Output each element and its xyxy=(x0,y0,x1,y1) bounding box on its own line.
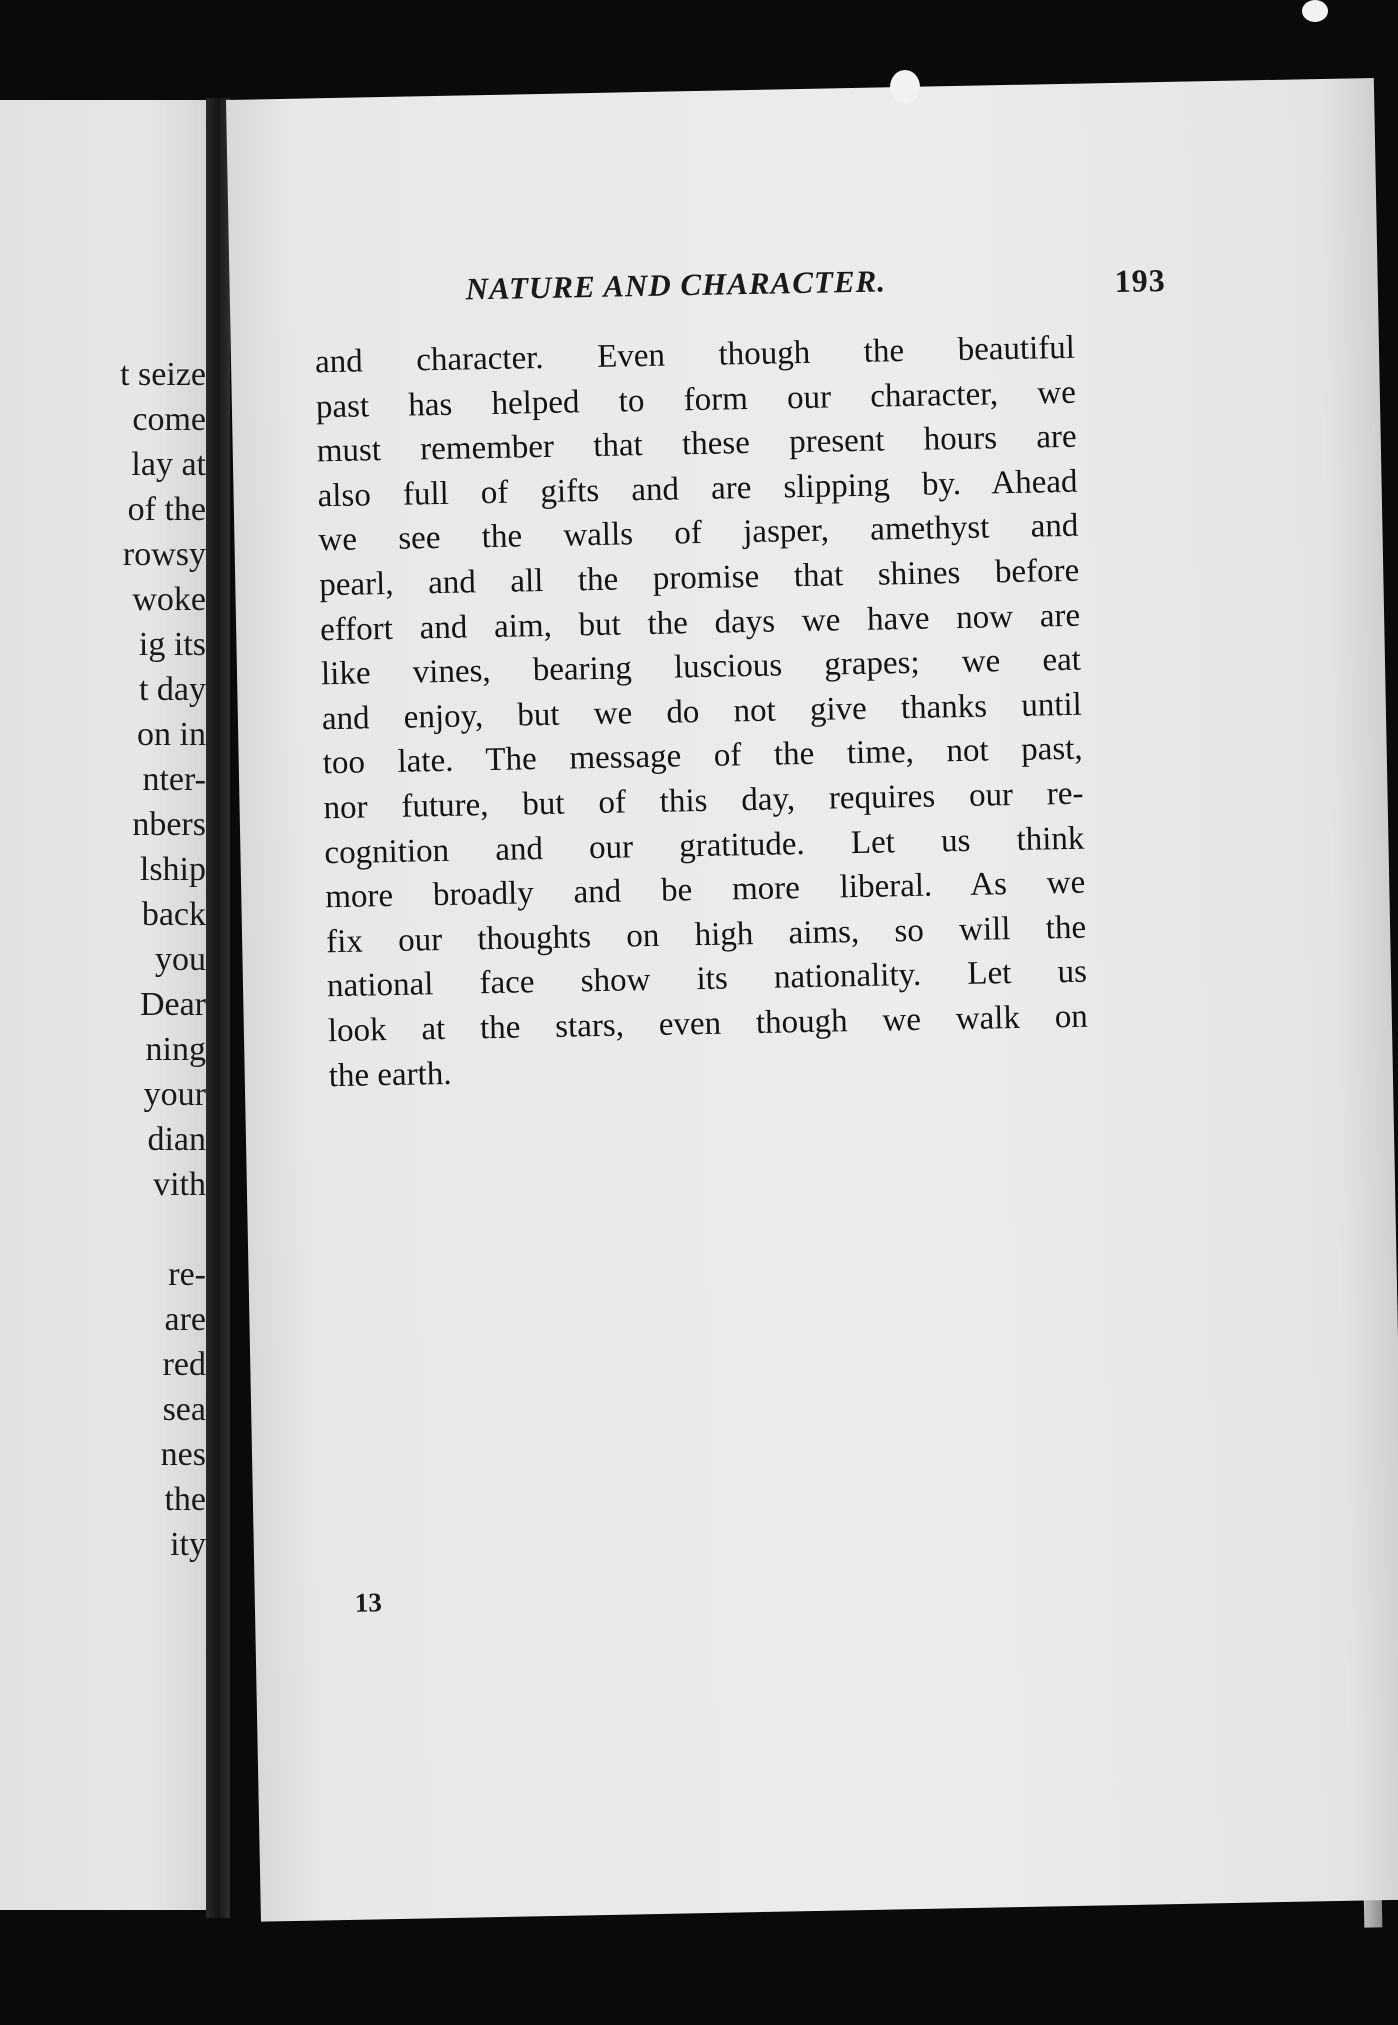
left-page-line xyxy=(6,1207,206,1252)
left-page-line: ig its xyxy=(138,626,206,663)
left-page-line: nes xyxy=(160,1436,206,1473)
left-page-line: come xyxy=(132,401,206,438)
text-line: look at the stars, even though we walk on xyxy=(327,998,1089,1050)
text-line: fix our thoughts on high aims, so will the xyxy=(325,909,1087,960)
left-page-line: red xyxy=(162,1346,206,1383)
left-page-line: dian xyxy=(147,1121,206,1158)
text-line: past has helped to form our character, we xyxy=(315,374,1077,425)
text-line: like vines, bearing luscious grapes; we eat xyxy=(320,641,1082,693)
left-page-line: back xyxy=(141,896,206,933)
text-line: national face show its nationality. Let us xyxy=(326,953,1088,1005)
left-page-line: sea xyxy=(162,1391,206,1428)
left-page-line: re- xyxy=(168,1256,206,1293)
left-page-line: ning xyxy=(145,1031,206,1068)
text-line: pearl, and all the promise that shines before xyxy=(318,552,1080,604)
page-header xyxy=(465,258,1166,321)
text-line: and character. Even though the beautiful xyxy=(314,329,1076,381)
body-text xyxy=(315,326,1089,1099)
text-line: the earth. xyxy=(328,1055,452,1094)
left-page-line: the xyxy=(164,1481,206,1518)
left-page-line: woke xyxy=(132,581,206,618)
left-page-line: nbers xyxy=(132,806,206,843)
text-line: must remember that these present hours are xyxy=(316,418,1077,470)
running-head: NATURE AND CHARACTER. xyxy=(465,263,887,307)
left-page-line: nter- xyxy=(142,761,206,798)
left-page-line: your xyxy=(143,1076,206,1113)
left-page-line: vith xyxy=(153,1166,206,1203)
left-page-line: are xyxy=(164,1301,206,1338)
left-page-line: t seize xyxy=(120,356,206,393)
text-line: more broadly and be more liberal. As we xyxy=(324,864,1086,916)
left-page-line: lay at xyxy=(131,446,206,483)
text-line: nor future, but of this day, requires our re- xyxy=(323,775,1084,827)
text-line: we see the walls of jasper, amethyst and xyxy=(318,508,1079,559)
page-number: 193 xyxy=(1114,261,1166,299)
left-page-line: you xyxy=(155,941,206,978)
left-page-line: lship xyxy=(139,851,206,888)
text-line: cognition and our gratitude. Let us think xyxy=(324,820,1085,871)
left-page-line: Dear xyxy=(139,986,206,1023)
text-line: also full of gifts and are slipping by. Ahead xyxy=(317,463,1078,515)
text-line: effort and aim, but the days we have now are xyxy=(319,597,1081,648)
text-line: too late. The message of the time, not past, xyxy=(322,731,1083,782)
signature-mark: 13 xyxy=(354,1587,383,1618)
left-page-text xyxy=(6,352,206,1567)
dust-speck xyxy=(1302,0,1328,22)
left-page-line: of the xyxy=(127,491,206,528)
left-page-line: rowsy xyxy=(122,536,206,573)
book-gutter xyxy=(206,98,230,1918)
left-page xyxy=(0,100,212,1910)
left-page-line: ity xyxy=(170,1526,206,1563)
left-page-line: on in xyxy=(137,716,206,753)
text-line: and enjoy, but we do not give thanks until xyxy=(321,686,1083,738)
left-page-line: t day xyxy=(138,671,206,708)
dust-speck xyxy=(890,70,920,104)
right-page xyxy=(226,78,1398,1922)
